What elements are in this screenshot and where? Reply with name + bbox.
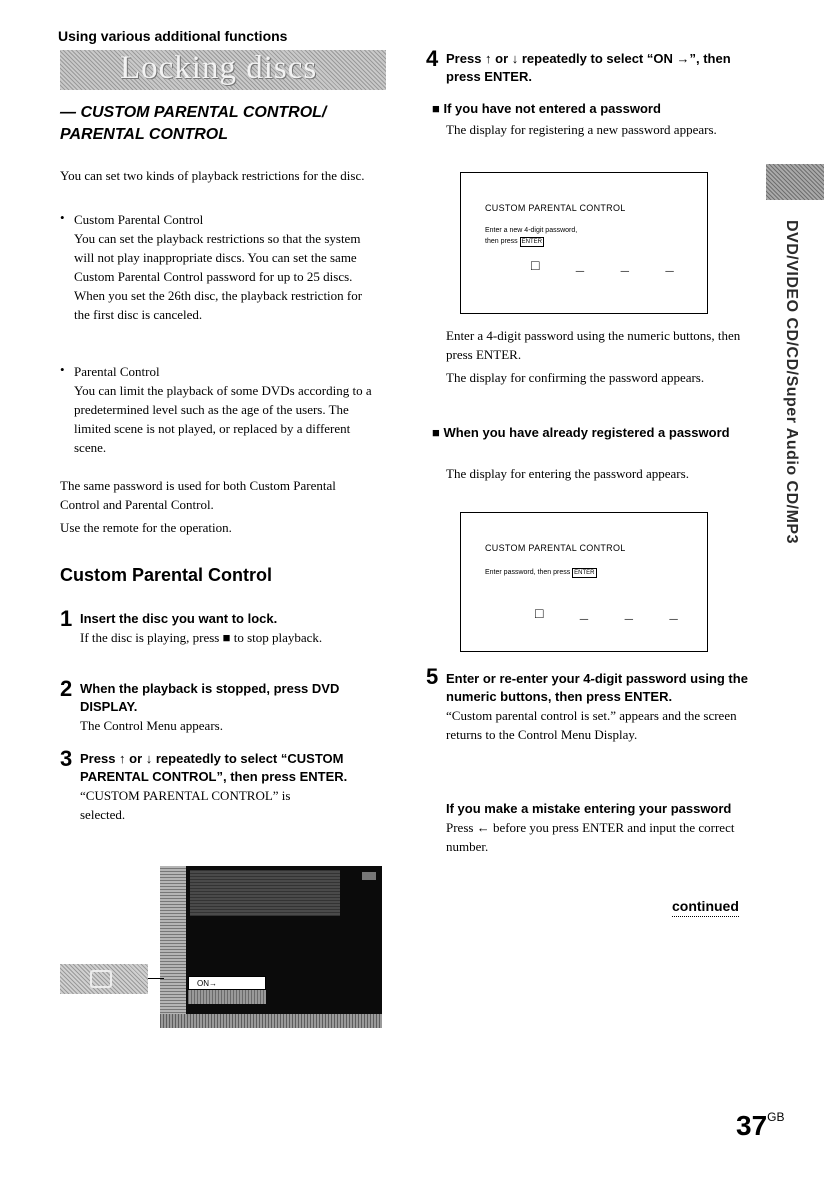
step-2 (80, 680, 380, 735)
step-1-title: Insert the disc you want to lock. (80, 611, 278, 626)
step-1 (80, 610, 380, 647)
mistake-note (446, 800, 756, 856)
mistake-text: Press ← before you press ENTER and input the correct number. (446, 820, 735, 854)
new-password-screen (460, 172, 708, 314)
on-option: ON→ (188, 976, 266, 990)
step-1-text: If the disc is playing, press ■ to stop playback. (80, 630, 323, 645)
bullet-text: You can set the playback restrictions so that the system will not play inappropriate discs. You can set the same Custom Parental Control password for up to 25 discs. When you set the 26th disc, the playback restriction for the first disc is canceled. (74, 231, 363, 322)
subtitle-line-1: — CUSTOM PARENTAL CONTROL/ (60, 104, 327, 121)
no-password-text-2: Enter a 4-digit password using the numeric buttons, then press ENTER. (446, 328, 741, 362)
section-heading: Custom Parental Control (60, 565, 273, 585)
step-3-text: “CUSTOM PARENTAL CONTROL” is selected. (80, 788, 291, 822)
no-password-heading: ■ If you have not entered a password (432, 101, 661, 116)
screen-title: CUSTOM PARENTAL CONTROL (485, 543, 626, 553)
no-password-text-3: The display for confirming the password appears. (446, 370, 705, 385)
step-5 (446, 670, 756, 744)
screen-prompt-text: Enter password, then press (485, 569, 571, 576)
step-5-title: Enter or re-enter your 4-digit password using the numeric buttons, then press ENTER. (446, 671, 748, 704)
screen-menu-text-area (190, 870, 340, 916)
screen-status-chip (362, 872, 376, 880)
enter-key-icon: ENTER (521, 239, 542, 245)
side-tab-label: DVD/VIDEO CD/CD/Super Audio CD/MP3 (783, 220, 800, 544)
page-number-value: 37 (736, 1110, 768, 1141)
mistake-heading: If you make a mistake entering your password (446, 801, 732, 816)
parental-control-icon (60, 964, 148, 994)
password-slots: □ _ _ _ (535, 607, 692, 623)
screen-prompt-text: then press (485, 238, 518, 245)
bullet-title: Parental Control (74, 364, 160, 379)
screen-prompt-line-2 (485, 236, 544, 247)
screen-prompt-line-1: Enter a new 4-digit password, (485, 227, 578, 234)
has-password-heading: ■ When you have already registered a password (432, 425, 730, 440)
page-number-suffix: GB (767, 1110, 785, 1124)
side-tab-marker (766, 164, 824, 200)
bullet-custom-parental (60, 210, 380, 324)
continued-label: continued (672, 898, 739, 917)
screen-prompt-line-1 (485, 567, 597, 578)
step-5-text: “Custom parental control is set.” appears and the screen returns to the Control Menu Display. (446, 708, 737, 742)
password-slots: □ _ _ _ (531, 259, 688, 275)
running-head: Using various additional functions (58, 28, 288, 44)
screen-icon-strip (160, 866, 186, 1028)
lock-icon (90, 970, 112, 988)
bullet-title: Custom Parental Control (74, 212, 204, 227)
bullet-parental (60, 362, 380, 457)
bullet-text: You can limit the playback of some DVDs according to a predetermined level such as the age of the users. The limited scene is not played, or replaced by a different scene. (74, 383, 372, 455)
step-4-number: 4 (426, 46, 439, 71)
note-same-password: The same password is used for both Custom Parental Control and Parental Control. (60, 478, 336, 512)
step-2-title: When the playback is stopped, press DVD DISPLAY. (80, 681, 340, 714)
control-menu-screen (160, 866, 382, 1028)
off-option (188, 990, 266, 1004)
no-password-text-1: The display for registering a new password appears. (446, 122, 717, 137)
step-3-title: Press ↑ or ↓ repeatedly to select “CUSTOM PARENTAL CONTROL”, then press ENTER. (80, 751, 348, 784)
enter-key-icon: ENTER (574, 570, 595, 576)
screen-title: CUSTOM PARENTAL CONTROL (485, 203, 626, 213)
step-4-title: Press ↑ or ↓ repeatedly to select “ON →”, then press ENTER. (446, 51, 731, 84)
note-use-remote: Use the remote for the operation. (60, 520, 232, 535)
intro-paragraph: You can set two kinds of playback restrictions for the disc. (60, 168, 365, 183)
has-password-text-1: The display for entering the password appears. (446, 466, 689, 481)
icon-leader-line (148, 978, 164, 979)
subtitle-line-2: PARENTAL CONTROL (60, 126, 228, 143)
bullet-dot: • (60, 210, 65, 225)
section-banner-title: Locking discs (120, 50, 318, 86)
screen-bottom-bar (160, 1014, 382, 1028)
step-3-number: 3 (60, 746, 73, 771)
step-3 (80, 750, 380, 824)
step-2-number: 2 (60, 676, 73, 701)
step-2-text: The Control Menu appears. (80, 718, 223, 733)
bullet-dot: • (60, 362, 65, 377)
enter-password-screen (460, 512, 708, 652)
step-5-number: 5 (426, 664, 439, 689)
step-1-number: 1 (60, 606, 73, 631)
page-number (736, 1110, 785, 1142)
